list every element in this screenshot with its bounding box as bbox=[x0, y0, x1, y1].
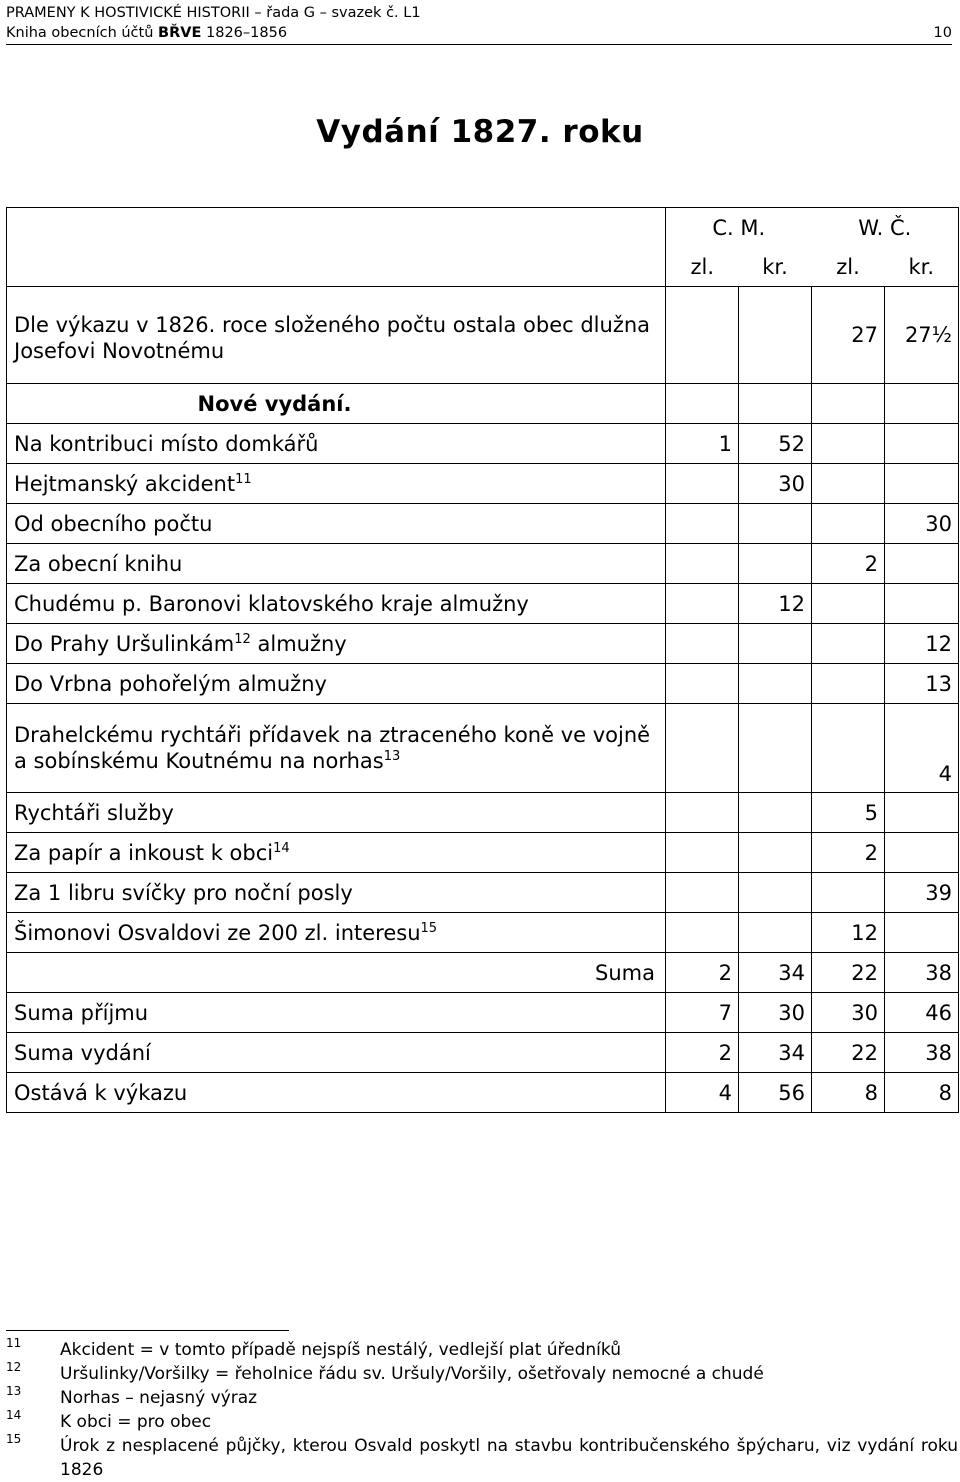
footnote-ref: 15 bbox=[420, 920, 438, 936]
expense-row bbox=[7, 504, 959, 544]
amount-cell bbox=[666, 664, 739, 704]
summary-value: 46 bbox=[885, 993, 959, 1033]
expense-label-text: Drahelckému rychtáři přídavek na ztraceného koně ve vojně a sobínskému Koutnému na norhas bbox=[14, 723, 651, 773]
unit-header: kr. bbox=[885, 247, 959, 287]
amount-cell bbox=[666, 584, 739, 624]
amount-cell bbox=[885, 424, 959, 464]
expense-row bbox=[7, 704, 959, 793]
expense-label-text: Za papír a inkoust k obci bbox=[14, 840, 274, 865]
amount-cell: 12 bbox=[885, 624, 959, 664]
footnote-text: Akcident = v tomto případě nejspíš nestálý, vedlejší plat úředníků bbox=[60, 1340, 621, 1360]
expense-label-text: Chudému p. Baronovi klatovského kraje almužny bbox=[14, 591, 529, 616]
amount-cell bbox=[739, 704, 812, 793]
expense-label-text: Šimonovi Osvaldovi ze 200 zl. interesu bbox=[14, 920, 421, 945]
amount-cell: 12 bbox=[739, 584, 812, 624]
unit-header: kr. bbox=[739, 247, 812, 287]
expense-label bbox=[7, 464, 666, 504]
summary-value: 4 bbox=[666, 1073, 739, 1113]
amount-cell bbox=[812, 384, 885, 424]
footnote-ref: 11 bbox=[235, 471, 252, 487]
footnote-number: 14 bbox=[6, 1408, 22, 1422]
expense-label-text: Za 1 libru svíčky pro noční posly bbox=[14, 880, 353, 905]
summary-value: 56 bbox=[739, 1073, 812, 1113]
summary-value: 34 bbox=[739, 1033, 812, 1073]
expense-row bbox=[7, 464, 959, 504]
amount-cell: 12 bbox=[812, 913, 885, 953]
expense-row bbox=[7, 913, 959, 953]
book-title bbox=[6, 24, 952, 42]
sum-label: Suma bbox=[7, 953, 666, 993]
summary-value: 8 bbox=[812, 1073, 885, 1113]
amount-cell: 30 bbox=[739, 464, 812, 504]
amount-cell bbox=[812, 424, 885, 464]
footnote-text: Norhas – nejasný výraz bbox=[60, 1388, 258, 1408]
footnote bbox=[6, 1434, 958, 1482]
unit-header: zl. bbox=[812, 247, 885, 287]
amount-cell bbox=[666, 624, 739, 664]
amount-cell bbox=[812, 704, 885, 793]
amount-cell bbox=[812, 664, 885, 704]
amount-cell bbox=[885, 913, 959, 953]
amount-cell bbox=[739, 624, 812, 664]
amount-cell bbox=[666, 913, 739, 953]
series-title: PRAMENY K HOSTIVICKÉ HISTORII – řada G – svazek č. L1 bbox=[6, 5, 421, 21]
expense-row bbox=[7, 424, 959, 464]
summary-value: 2 bbox=[666, 1033, 739, 1073]
currency-cm-header: C. M. bbox=[666, 208, 812, 248]
footnote-number: 11 bbox=[6, 1336, 22, 1350]
expense-label bbox=[7, 913, 666, 953]
amount-cell bbox=[812, 873, 885, 913]
footnote bbox=[6, 1386, 958, 1410]
amount-cell bbox=[666, 384, 739, 424]
summary-row bbox=[7, 993, 959, 1033]
expense-label bbox=[7, 704, 666, 793]
footnote-ref: 14 bbox=[273, 840, 290, 856]
amount-cell bbox=[885, 464, 959, 504]
opening-balance-label: Dle výkazu v 1826. roce složeného počtu ostala obec dlužna Josefovi Novotnému bbox=[7, 287, 666, 384]
expense-label bbox=[7, 664, 666, 704]
amount-cell bbox=[739, 873, 812, 913]
expense-label bbox=[7, 424, 666, 464]
sum-value: 22 bbox=[812, 953, 885, 993]
amount-cell: 52 bbox=[739, 424, 812, 464]
footnote bbox=[6, 1362, 958, 1386]
expense-label bbox=[7, 624, 666, 664]
sum-value: 34 bbox=[739, 953, 812, 993]
amount-cell bbox=[666, 504, 739, 544]
amount-cell bbox=[739, 913, 812, 953]
expense-label bbox=[7, 544, 666, 584]
amount-cell bbox=[739, 504, 812, 544]
amount-cell bbox=[666, 704, 739, 793]
summary-value: 30 bbox=[739, 993, 812, 1033]
expense-label-text: Od obecního počtu bbox=[14, 511, 213, 536]
expense-label-text: Na kontribuci místo domkářů bbox=[14, 431, 319, 456]
expense-label-text: Hejtmanský akcident bbox=[14, 471, 236, 496]
amount-cell bbox=[885, 793, 959, 833]
book-title-bold: BŘVE bbox=[158, 25, 202, 41]
amount-cell bbox=[666, 833, 739, 873]
expense-row bbox=[7, 584, 959, 624]
amount-cell bbox=[739, 544, 812, 584]
amount-cell bbox=[666, 544, 739, 584]
amount-cell bbox=[885, 384, 959, 424]
amount-cell: 27 bbox=[812, 287, 885, 384]
amount-cell: 30 bbox=[885, 504, 959, 544]
amount-cell: 2 bbox=[812, 833, 885, 873]
amount-cell: 4 bbox=[885, 704, 959, 793]
amount-cell bbox=[666, 287, 739, 384]
unit-header: zl. bbox=[666, 247, 739, 287]
expense-label bbox=[7, 584, 666, 624]
expense-row bbox=[7, 544, 959, 584]
header-divider bbox=[6, 44, 952, 45]
amount-cell bbox=[812, 464, 885, 504]
expense-label-text: Za obecní knihu bbox=[14, 551, 183, 576]
sum-value: 2 bbox=[666, 953, 739, 993]
currency-header-row bbox=[7, 208, 959, 248]
footnote-text: K obci = pro obec bbox=[60, 1412, 212, 1432]
sum-value: 38 bbox=[885, 953, 959, 993]
expense-table bbox=[6, 207, 959, 1113]
section-heading: Nové vydání. bbox=[7, 384, 666, 424]
expense-row bbox=[7, 833, 959, 873]
summary-value: 7 bbox=[666, 993, 739, 1033]
expense-label-text: Do Vrbna pohořelým almužny bbox=[14, 671, 327, 696]
summary-value: 30 bbox=[812, 993, 885, 1033]
expense-label bbox=[7, 833, 666, 873]
summary-label: Ostává k výkazu bbox=[7, 1073, 666, 1113]
footnote-number: 13 bbox=[6, 1384, 22, 1398]
amount-cell bbox=[739, 664, 812, 704]
amount-cell: 39 bbox=[885, 873, 959, 913]
section-heading-row bbox=[7, 384, 959, 424]
footnote-number: 15 bbox=[6, 1432, 22, 1446]
amount-cell: 1 bbox=[666, 424, 739, 464]
amount-cell bbox=[885, 584, 959, 624]
amount-cell bbox=[739, 287, 812, 384]
footnote-ref: 12 bbox=[234, 631, 251, 647]
expense-row bbox=[7, 624, 959, 664]
footnote bbox=[6, 1410, 958, 1434]
amount-cell bbox=[666, 793, 739, 833]
summary-row bbox=[7, 1073, 959, 1113]
amount-cell: 13 bbox=[885, 664, 959, 704]
expense-label bbox=[7, 873, 666, 913]
expense-row bbox=[7, 664, 959, 704]
amount-cell bbox=[885, 544, 959, 584]
amount-cell: 2 bbox=[812, 544, 885, 584]
amount-cell: 27½ bbox=[885, 287, 959, 384]
book-title-suffix: 1826–1856 bbox=[201, 25, 288, 41]
expense-label-text: almužny bbox=[250, 631, 347, 656]
summary-value: 22 bbox=[812, 1033, 885, 1073]
amount-cell: 5 bbox=[812, 793, 885, 833]
amount-cell bbox=[666, 464, 739, 504]
opening-balance-row bbox=[7, 287, 959, 384]
expense-label-text: Do Prahy Uršulinkám bbox=[14, 631, 235, 656]
expense-label bbox=[7, 793, 666, 833]
amount-cell bbox=[739, 833, 812, 873]
amount-cell bbox=[666, 873, 739, 913]
summary-label: Suma příjmu bbox=[7, 993, 666, 1033]
amount-cell bbox=[739, 384, 812, 424]
expense-row bbox=[7, 793, 959, 833]
footnote-text: Uršulinky/Voršilky = řeholnice řádu sv. Uršuly/Voršily, ošetřovaly nemocné a chudé bbox=[60, 1364, 764, 1384]
page-number: 10 bbox=[933, 25, 952, 41]
expense-label-text: Rychtáři služby bbox=[14, 800, 174, 825]
expense-row bbox=[7, 873, 959, 913]
footnote bbox=[6, 1338, 958, 1362]
summary-row bbox=[7, 1033, 959, 1073]
footnote-number: 12 bbox=[6, 1360, 22, 1374]
expense-label bbox=[7, 504, 666, 544]
summary-value: 8 bbox=[885, 1073, 959, 1113]
footnote-ref: 13 bbox=[383, 749, 401, 764]
amount-cell bbox=[885, 833, 959, 873]
summary-label: Suma vydání bbox=[7, 1033, 666, 1073]
footnote-divider bbox=[6, 1330, 289, 1331]
book-title-prefix: Kniha obecních účtů bbox=[6, 25, 159, 41]
footnotes bbox=[6, 1338, 958, 1482]
amount-cell bbox=[812, 584, 885, 624]
header-blank-cell bbox=[7, 208, 666, 287]
sum-row bbox=[7, 953, 959, 993]
summary-value: 38 bbox=[885, 1033, 959, 1073]
amount-cell bbox=[812, 624, 885, 664]
amount-cell bbox=[739, 793, 812, 833]
footnote-text: Úrok z nesplacené půjčky, kterou Osvald poskytl na stavbu kontribučenského špýcharu, viz vydání roku 1826 bbox=[60, 1436, 958, 1480]
amount-cell bbox=[812, 504, 885, 544]
currency-wc-header: W. Č. bbox=[812, 208, 959, 248]
page-title: Vydání 1827. roku bbox=[316, 114, 644, 150]
